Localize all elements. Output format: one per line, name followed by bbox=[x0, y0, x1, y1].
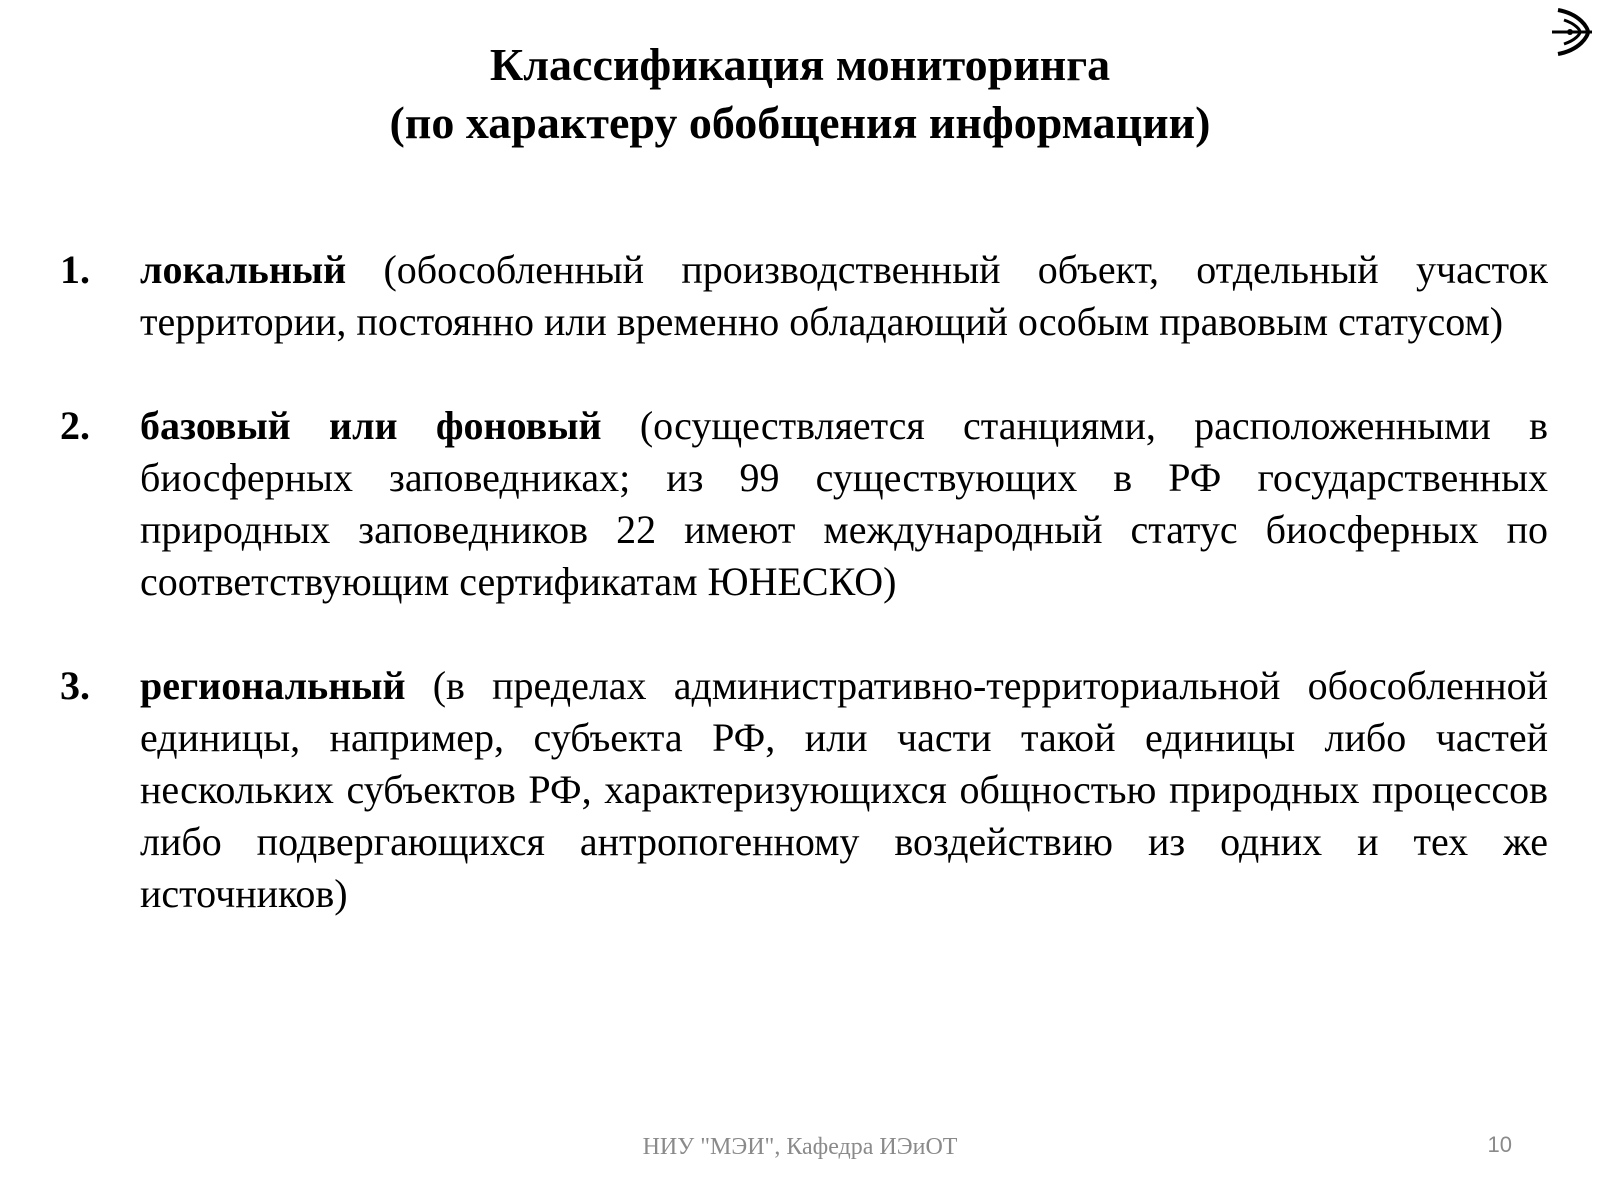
list-item-description: (в пределах административно-территориальной обособленной единицы, например, субъекта РФ, или части такой единицы либо частей нескольких субъектов РФ, характеризующихся общностью природных процессов либо подвергающихся антропогенному воздействию из одних и тех же источников) bbox=[140, 663, 1548, 916]
slide-title bbox=[0, 36, 1600, 152]
list-item-regional bbox=[60, 660, 1548, 920]
list-item-local bbox=[60, 244, 1548, 348]
list-item-text bbox=[140, 660, 1548, 920]
list-item-term: локальный bbox=[140, 247, 347, 292]
list-item-number: 1. bbox=[60, 247, 90, 292]
list-item-number: 2. bbox=[60, 403, 90, 448]
list-item-text bbox=[140, 400, 1548, 608]
classification-list bbox=[60, 244, 1548, 972]
slide-title-line-1: Классификация мониторинга bbox=[489, 39, 1111, 90]
list-item-number: 3. bbox=[60, 663, 90, 708]
page-number: 10 bbox=[1487, 1132, 1512, 1157]
list-item-background bbox=[60, 400, 1548, 608]
list-item-description: (осуществляется станциями, расположенными в биосферных заповедниках; из 99 существующих в РФ государственных природных заповедников 22 имеют международный статус биосферных по соответствующим сертификатам ЮНЕСКО) bbox=[140, 403, 1548, 604]
slide-title-line-2: (по характеру обобщения информации) bbox=[389, 97, 1211, 148]
list-item-term: базовый или фоновый bbox=[140, 403, 602, 448]
list-item-text bbox=[140, 244, 1548, 348]
list-item-description: (обособленный производственный объект, отдельный участок территории, постоянно или временно обладающий особым правовым статусом) bbox=[140, 247, 1548, 344]
list-item-term: региональный bbox=[140, 663, 406, 708]
slide-footer: НИУ "МЭИ", Кафедра ИЭиОТ bbox=[642, 1134, 958, 1160]
